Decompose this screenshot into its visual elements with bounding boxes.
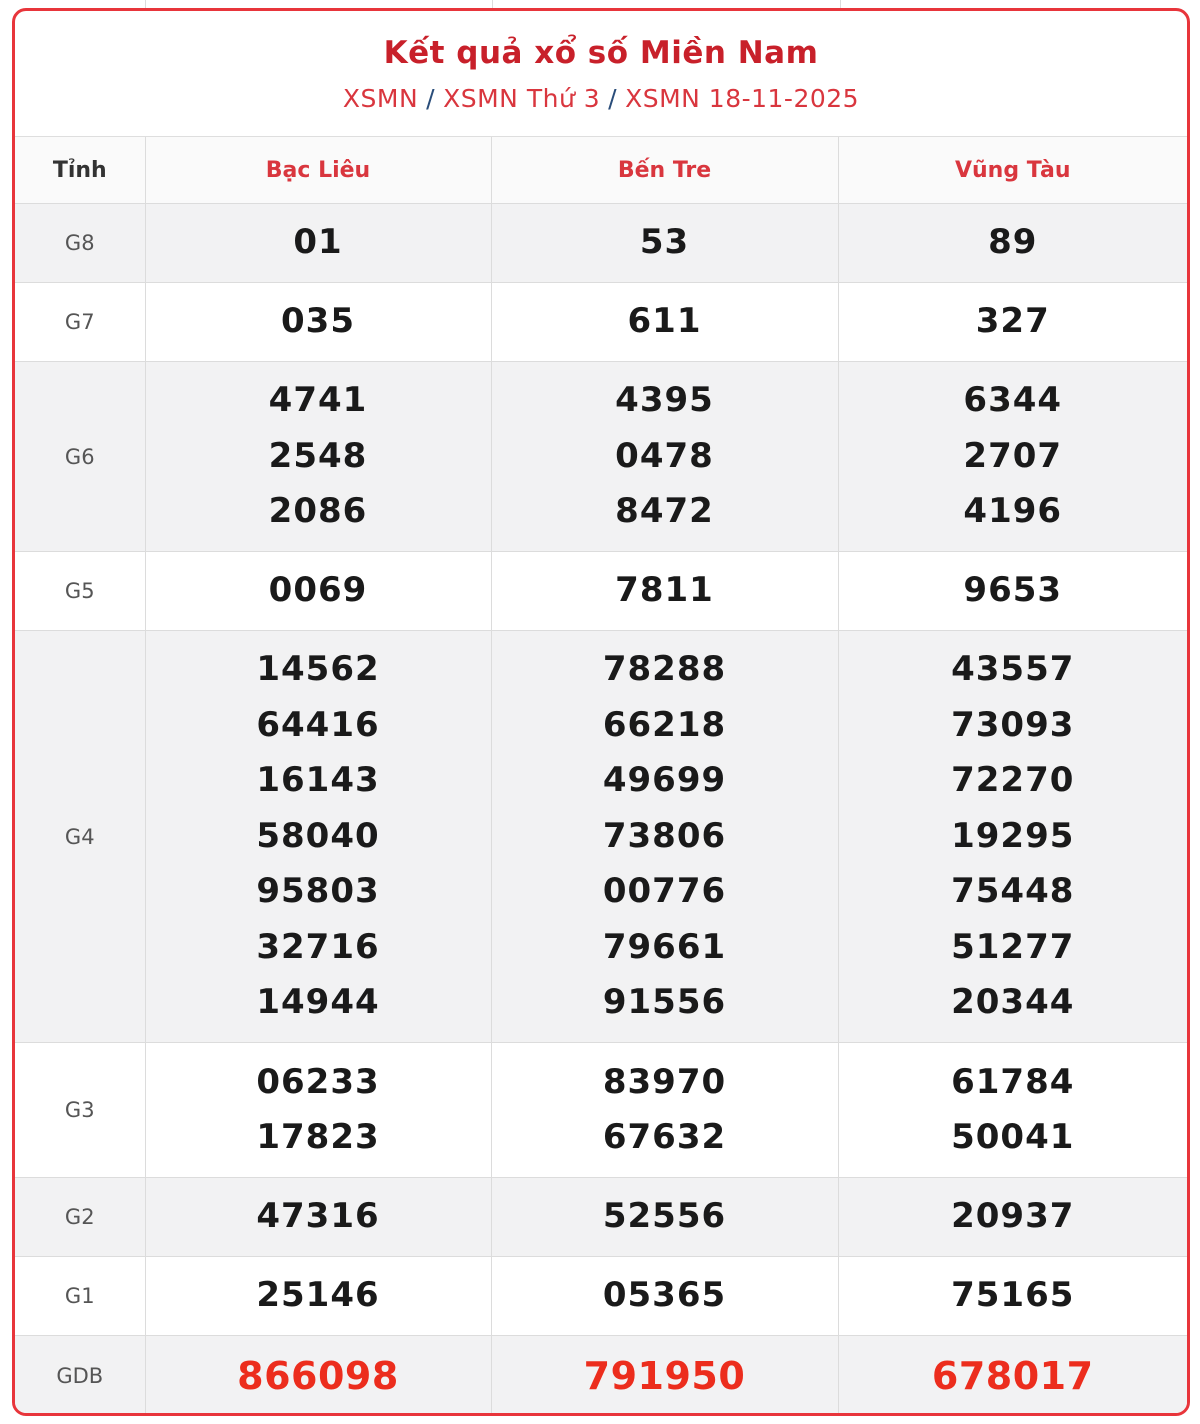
province-header-ben-tre[interactable]: Bến Tre [491, 137, 838, 204]
result-number: 51277 [951, 926, 1075, 967]
breadcrumb [15, 83, 1187, 115]
table-header-row [15, 137, 1187, 204]
result-number: 43557 [951, 649, 1075, 690]
result-number: 9653 [963, 570, 1063, 611]
result-number: 7811 [615, 570, 714, 611]
result-cell-vung-tau [838, 204, 1187, 283]
result-number: 20937 [951, 1196, 1075, 1237]
result-number: 73806 [602, 815, 727, 856]
result-number: 4395 [615, 380, 714, 421]
result-number: 06233 [256, 1061, 380, 1102]
results-table [15, 137, 1187, 1415]
result-number: 49699 [602, 760, 727, 801]
result-number: 67632 [602, 1117, 727, 1157]
special-prize-number: 678017 [931, 1353, 1094, 1398]
prize-row-g3 [15, 1043, 1187, 1178]
result-cell-vung-tau [838, 1043, 1187, 1178]
result-number: 53 [639, 222, 690, 263]
result-number: 25146 [256, 1275, 380, 1316]
page-title: Kết quả xổ số Miền Nam [383, 35, 819, 71]
result-number: 19295 [951, 815, 1075, 856]
result-cell-vung-tau [838, 631, 1187, 1043]
special-prize-number: 791950 [583, 1353, 746, 1398]
prize-label: G4 [15, 631, 145, 1043]
result-number: 14562 [256, 649, 380, 690]
result-cell-vung-tau [838, 552, 1187, 631]
result-cell-bac-lieu [145, 631, 491, 1043]
special-prize-number: 866098 [237, 1353, 399, 1398]
result-number: 8472 [615, 491, 714, 532]
result-number: 73093 [951, 704, 1075, 745]
result-number: 4741 [268, 380, 368, 421]
prize-label: G1 [15, 1257, 145, 1336]
prize-row-g8 [15, 204, 1187, 283]
prize-row-g1 [15, 1257, 1187, 1336]
result-number: 75165 [951, 1275, 1075, 1316]
result-number: 32716 [256, 926, 380, 967]
result-number: 64416 [256, 704, 380, 745]
result-cell-ben-tre [491, 362, 838, 552]
prize-label: G6 [15, 362, 145, 552]
result-cell-bac-lieu [145, 362, 491, 552]
result-cell-ben-tre [491, 283, 838, 362]
result-number: 78288 [602, 649, 727, 690]
result-cell-ben-tre [491, 1043, 838, 1178]
result-number: 2086 [268, 491, 368, 532]
result-number: 89 [988, 222, 1038, 263]
result-number: 17823 [256, 1117, 380, 1157]
result-cell-ben-tre [491, 631, 838, 1043]
result-number: 66218 [602, 704, 727, 745]
result-number: 83970 [602, 1061, 727, 1102]
breadcrumb-link-xsmn[interactable]: XSMN [342, 84, 419, 113]
result-number: 58040 [256, 815, 380, 856]
result-number: 00776 [602, 871, 727, 912]
top-strip [0, 0, 1200, 8]
result-number: 79661 [602, 926, 727, 967]
result-cell-ben-tre [491, 1336, 838, 1416]
result-number: 75448 [951, 871, 1075, 912]
result-cell-bac-lieu [145, 1178, 491, 1257]
result-number: 16143 [256, 760, 380, 801]
prize-label: G8 [15, 204, 145, 283]
result-cell-ben-tre [491, 552, 838, 631]
prize-label: G5 [15, 552, 145, 631]
result-number: 327 [975, 301, 1050, 342]
prize-row-gdb [15, 1336, 1187, 1416]
result-cell-bac-lieu [145, 1043, 491, 1178]
result-cell-bac-lieu [145, 1257, 491, 1336]
result-cell-bac-lieu [145, 552, 491, 631]
result-number: 95803 [256, 871, 380, 912]
breadcrumb-separator: / [608, 84, 618, 113]
result-cell-bac-lieu [145, 204, 491, 283]
result-number: 52556 [602, 1196, 727, 1237]
results-card [12, 8, 1190, 1416]
result-number: 035 [281, 301, 355, 342]
result-number: 47316 [256, 1196, 380, 1237]
result-cell-vung-tau [838, 1178, 1187, 1257]
breadcrumb-link-xsmn-thu-3[interactable]: XSMN Thứ 3 [443, 84, 601, 113]
result-number: 61784 [951, 1061, 1075, 1102]
result-number: 91556 [602, 982, 727, 1023]
results-body [15, 204, 1187, 1416]
result-cell-vung-tau [838, 362, 1187, 552]
result-cell-ben-tre [491, 1178, 838, 1257]
prize-label: G3 [15, 1043, 145, 1178]
result-number: 2707 [963, 435, 1063, 476]
result-number: 20344 [951, 982, 1075, 1023]
result-number: 0478 [615, 435, 714, 476]
result-number: 2548 [268, 435, 368, 476]
result-number: 0069 [268, 570, 368, 611]
result-number: 6344 [963, 380, 1063, 421]
prize-label: G7 [15, 283, 145, 362]
province-header-bac-lieu[interactable]: Bạc Liêu [145, 137, 491, 204]
result-number: 4196 [963, 491, 1063, 532]
result-cell-vung-tau [838, 1257, 1187, 1336]
prize-label: G2 [15, 1178, 145, 1257]
result-number: 50041 [951, 1117, 1075, 1157]
result-cell-vung-tau [838, 283, 1187, 362]
prize-row-g4 [15, 631, 1187, 1043]
result-number: 611 [627, 301, 702, 342]
results-header [15, 11, 1187, 137]
result-cell-bac-lieu [145, 1336, 491, 1416]
prize-row-g7 [15, 283, 1187, 362]
result-number: 72270 [951, 760, 1075, 801]
result-cell-vung-tau [838, 1336, 1187, 1416]
prize-row-g2 [15, 1178, 1187, 1257]
result-number: 14944 [256, 982, 380, 1023]
result-cell-bac-lieu [145, 283, 491, 362]
province-column-header: Tỉnh [15, 137, 145, 204]
province-header-vung-tau[interactable]: Vũng Tàu [838, 137, 1187, 204]
prize-label: GDB [15, 1336, 145, 1416]
prize-row-g6 [15, 362, 1187, 552]
result-number: 01 [293, 222, 343, 263]
breadcrumb-link-date[interactable]: XSMN 18-11-2025 [625, 84, 860, 113]
result-number: 05365 [602, 1275, 727, 1316]
result-cell-ben-tre [491, 1257, 838, 1336]
result-cell-ben-tre [491, 204, 838, 283]
prize-row-g5 [15, 552, 1187, 631]
breadcrumb-separator: / [426, 84, 436, 113]
